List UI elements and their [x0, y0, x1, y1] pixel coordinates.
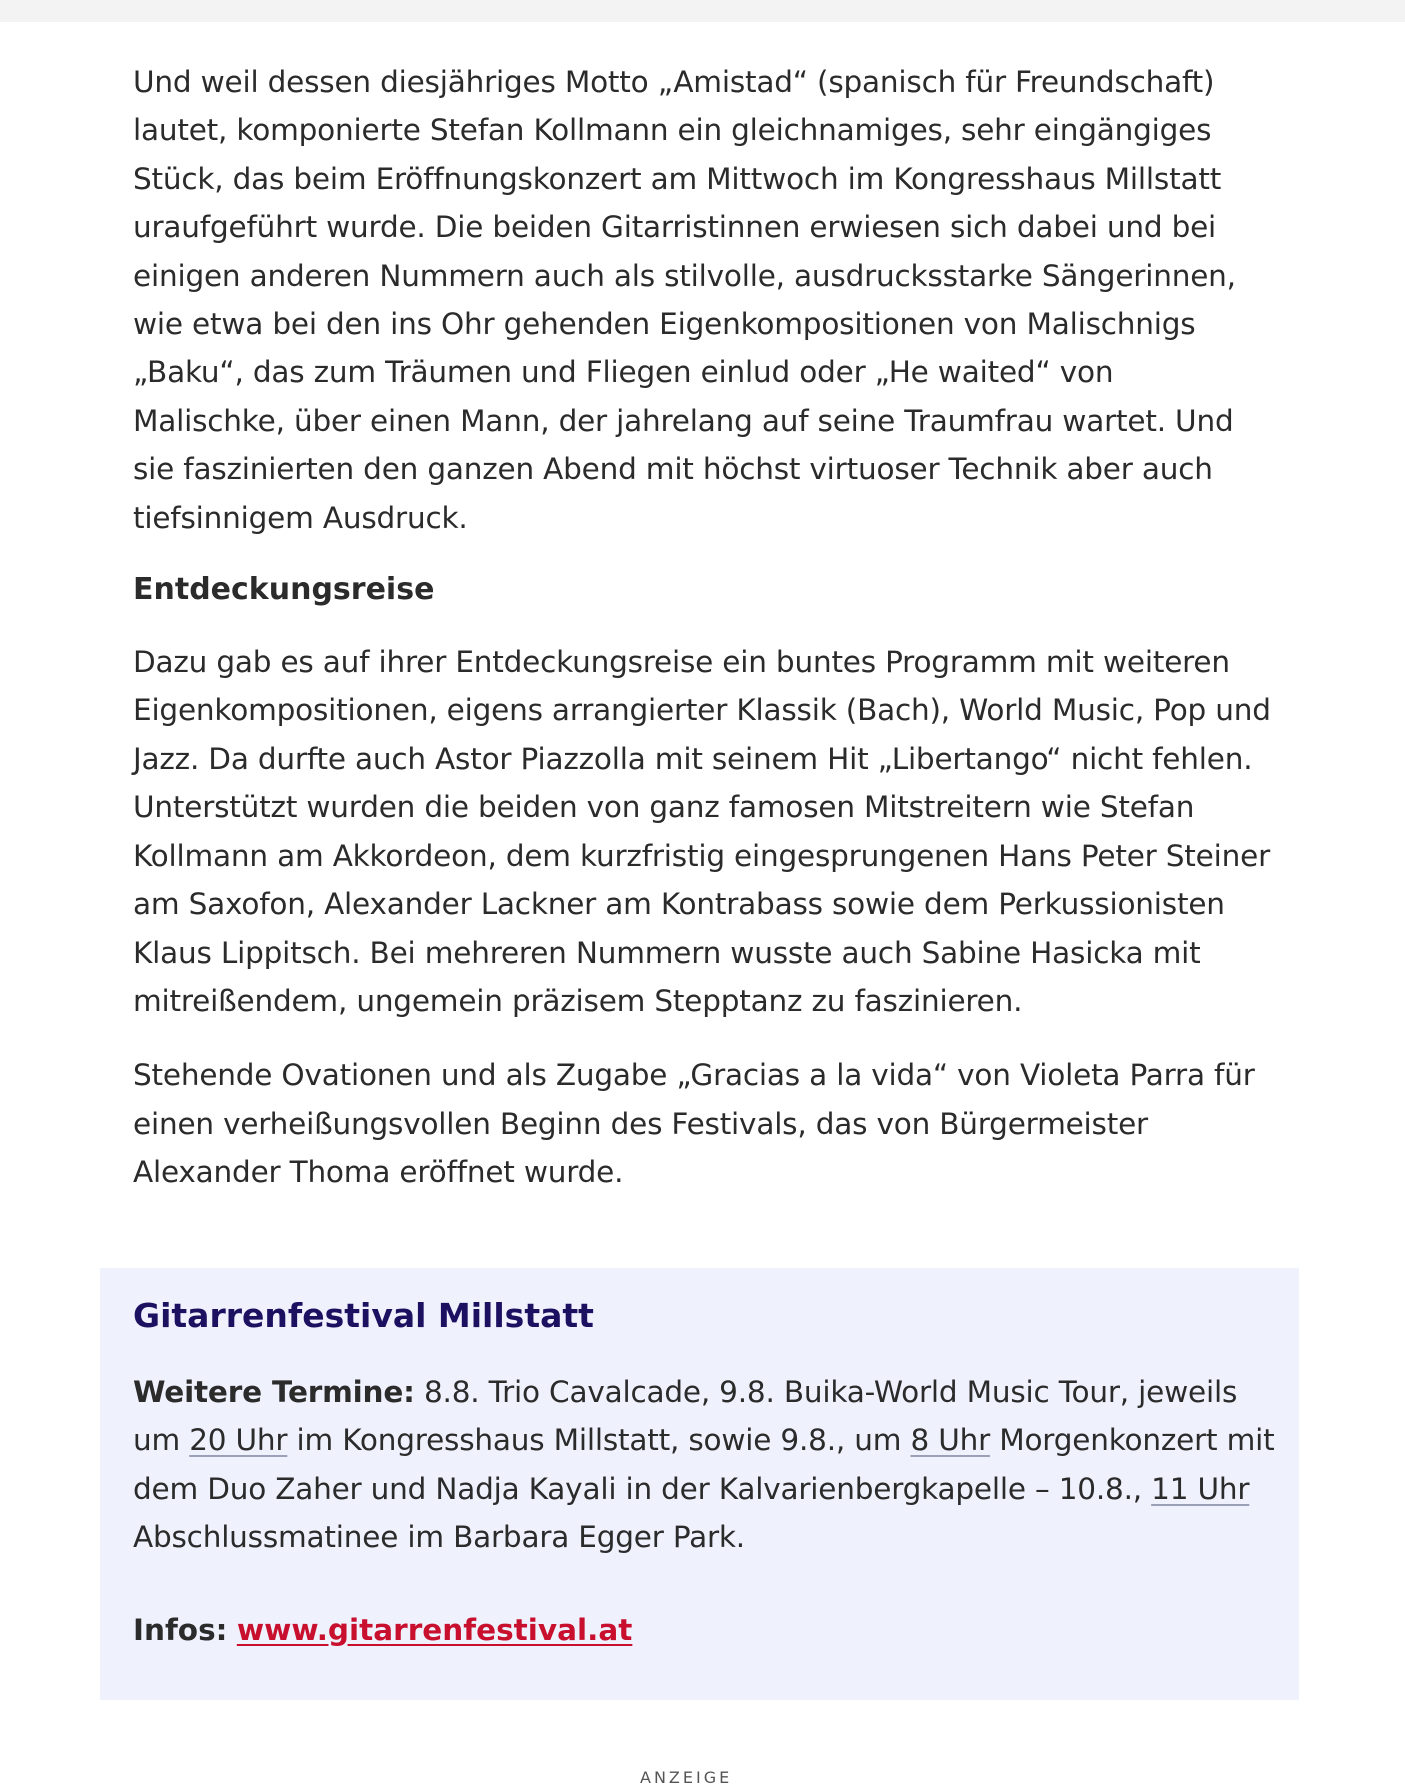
dates-text: Morgenkonzert mit dem Duo Zaher und Nadja Kayali in der Kalvarienbergkapelle – 10.8., — [133, 1423, 1275, 1506]
dates-text: im Kongresshaus Millstatt, sowie 9.8., um — [287, 1423, 911, 1458]
dates-text: 8.8. Trio Cavalcade, 9.8. Buika-World Music Tour, jeweils um — [133, 1375, 1238, 1458]
infos-line — [133, 1606, 1283, 1654]
info-box-title: Gitarrenfestival Millstatt — [133, 1296, 594, 1335]
infos-label: Infos: — [133, 1612, 228, 1647]
ad-label-text: ANZEIGE — [640, 1768, 733, 1787]
article-paragraph: Dazu gab es auf ihrer Entdeckungsreise ein buntes Programm mit weiteren Eigenkompositionen, eigens arrangierter Klassik (Bach), World Music, Pop und Jazz. Da durfte auch Astor Piazzolla mit seinem Hit „Libertango“ nicht fehlen. Unterstützt wurden die beiden von ganz famosen Mitstreitern wie Stefan Kollmann am Akkordeon, dem kurzfristig eingesprungenen Hans Peter Steiner am Saxofon, Alexander Lackner am Kontrabass sowie dem Perkussionisten Klaus Lippitsch. Bei mehreren Nummern wusste auch Sabine Hasicka mit mitreißendem, ungemein präzisem Stepptanz zu faszinieren. — [133, 645, 1271, 1018]
ad-label — [640, 1764, 770, 1787]
article-paragraph: Stehende Ovationen und als Zugabe „Gracias a la vida“ von Violeta Parra für einen verheißungsvollen Beginn des Festivals, das von Bürgermeister Alexander Thoma eröffnet wurde. — [133, 1058, 1255, 1190]
time-link-11-uhr[interactable]: 11 Uhr — [1151, 1471, 1250, 1506]
top-bar — [0, 0, 1405, 22]
article-body — [133, 58, 1273, 1223]
dates-label: Weitere Termine: — [133, 1375, 415, 1409]
article-paragraph: Und weil dessen diesjähriges Motto „Amistad“ (spanisch für Freundschaft) lautet, komponierte Stefan Kollmann ein gleichnamiges, sehr eingängiges Stück, das beim Eröffnungskonzert am Mittwoch im Kongresshaus Millstatt uraufgeführt wurde. Die beiden Gitarristinnen erwiesen sich dabei und bei einigen anderen Nummern auch als stilvolle, ausdrucksstarke Sängerinnen, wie etwa bei den ins Ohr gehenden Eigenkompositionen von Malischnigs „Baku“, das zum Träumen und Fliegen einlud oder „He waited“ von Malischke, über einen Mann, der jahrelang auf seine Traumfrau wartet. Und sie faszinierten den ganzen Abend mit höchst virtuoser Technik aber auch tiefsinnigem Ausdruck. — [133, 65, 1236, 535]
time-link-20-uhr[interactable]: 20 Uhr — [189, 1423, 288, 1458]
dates-paragraph — [133, 1368, 1283, 1562]
time-link-8-uhr[interactable]: 8 Uhr — [910, 1423, 991, 1458]
section-heading: Entdeckungsreise — [133, 572, 435, 608]
festival-website-link[interactable]: www.gitarrenfestival.at — [236, 1612, 633, 1647]
dates-text: Abschlussmatinee im Barbara Egger Park. — [133, 1520, 745, 1555]
info-box — [100, 1268, 1299, 1700]
info-box-content — [133, 1294, 1283, 1654]
